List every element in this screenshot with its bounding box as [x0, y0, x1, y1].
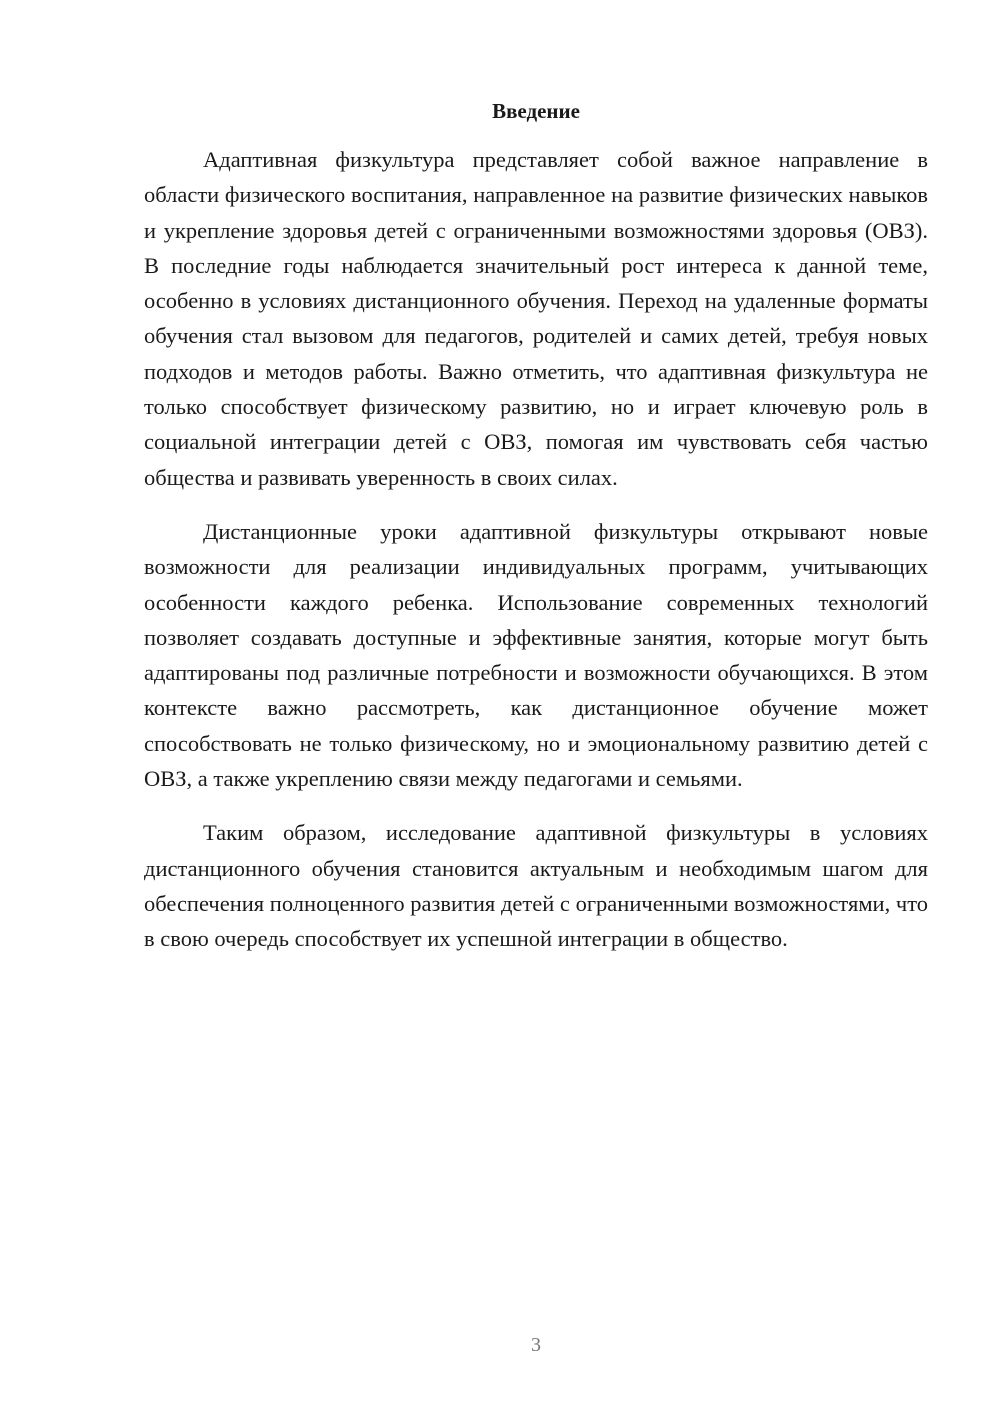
page-number: 3: [531, 1334, 541, 1356]
body-text: [144, 142, 928, 976]
section-heading: Введение: [492, 99, 580, 123]
paragraph: Дистанционные уроки адаптивной физкультуры открывают новые возможности для реализации индивидуальных программ, учитывающих особенности каждого ребенка. Использование современных технологий позволяет создавать доступные и эффективные занятия, которые могут быть адаптированы под различные потребности и возможности обучающихся. В этом контексте важно рассмотреть, как дистанционное обучение может способствовать не только физическому, но и эмоциональному развитию детей с ОВЗ, а также укреплению связи между педагогами и семьями.: [144, 518, 928, 792]
paragraph: Адаптивная физкультура представляет собой важное направление в области физического воспитания, направленное на развитие физических навыков и укрепление здоровья детей с ограниченными возможностями здоровья (ОВЗ). В последние годы наблюдается значительный рост интереса к данной теме, особенно в условиях дистанционного обучения. Переход на удаленные форматы обучения стал вызовом для педагогов, родителей и самих детей, требуя новых подходов и методов работы. Важно отметить, что адаптивная физкультура не только способствует физическому развитию, но и играет ключевую роль в социальной интеграции детей с ОВЗ, помогая им чувствовать себя частью общества и развивать уверенность в своих силах.: [144, 147, 928, 490]
paragraph: Таким образом, исследование адаптивной физкультуры в условиях дистанционного обучения становится актуальным и необходимым шагом для обеспечения полноценного развития детей с ограниченными возможностями, что в свою очередь способствует их успешной интеграции в общество.: [144, 820, 928, 952]
